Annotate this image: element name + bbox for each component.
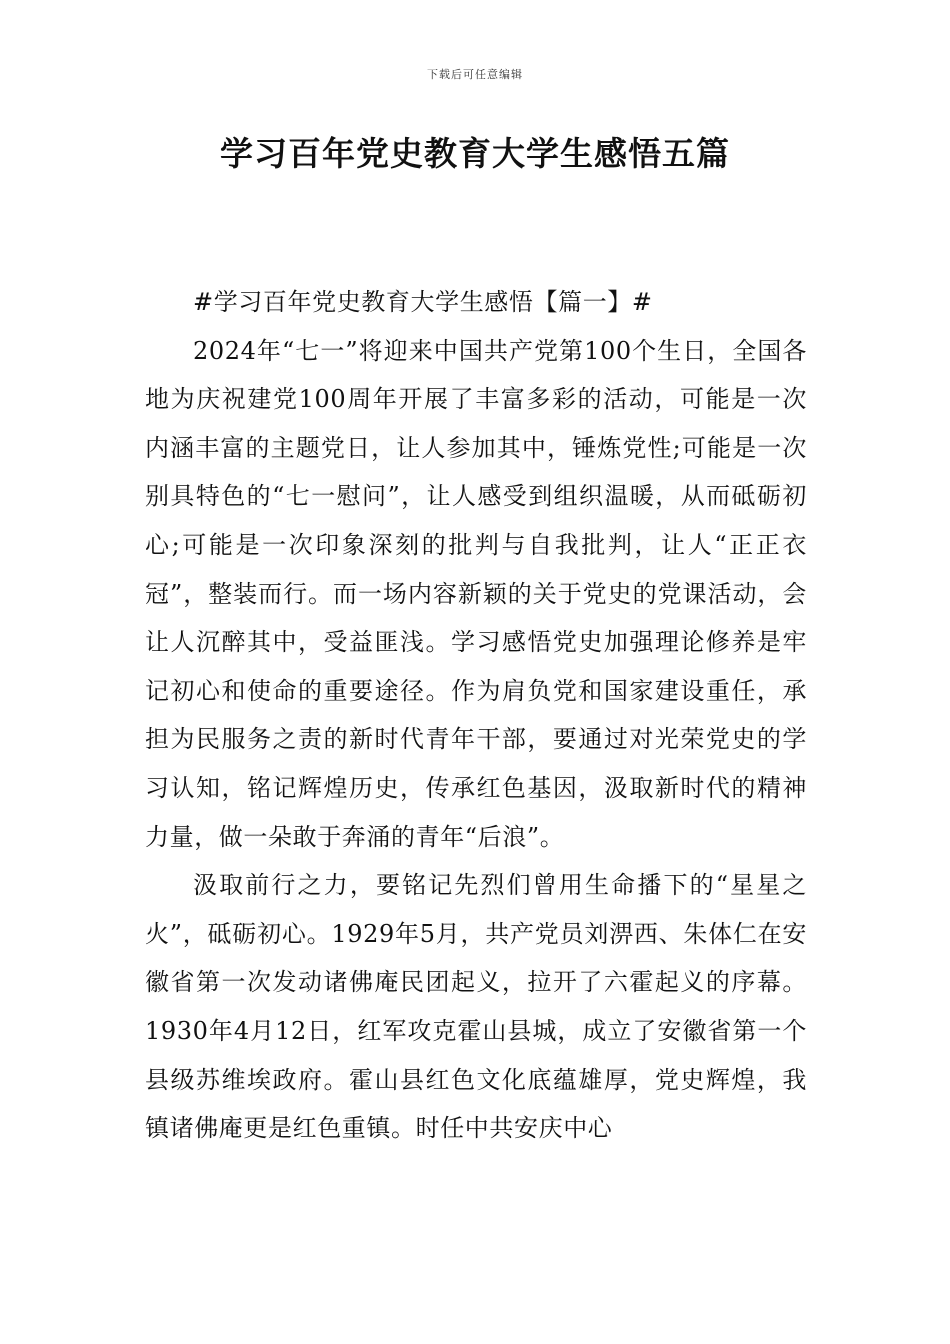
section-heading: #学习百年党史教育大学生感悟【篇一】# — [193, 288, 653, 316]
header-note: 下载后可任意编辑 — [427, 68, 523, 81]
document-title: 学习百年党史教育大学生感悟五篇 — [220, 134, 730, 173]
document-body — [145, 278, 807, 1153]
paragraph: 汲取前行之力，要铭记先烈们曾用生命播下的“星星之火”，砥砺初心。1929年5月，共产党员刘淠西、朱体仁在安徽省第一次发动诸佛庵民团起义，拉开了六霍起义的序幕。1930年4月12日，红军攻克霍山县城，成立了安徽省第一个县级苏维埃政府。霍山县红色文化底蕴雄厚，党史辉煌，我镇诸佛庵更是红色重镇。时任中共安庆中心 — [145, 871, 807, 1143]
paragraph: 2024年“七一”将迎来中国共产党第100个生日，全国各地为庆祝建党100周年开展了丰富多彩的活动，可能是一次内涵丰富的主题党日，让人参加其中，锤炼党性;可能是一次别具特色的“七一慰问”，让人感受到组织温暖，从而砥砺初心;可能是一次印象深刻的批判与自我批判，让人“正正衣冠”，整装而行。而一场内容新颖的关于党史的党课活动，会让人沉醉其中，受益匪浅。学习感悟党史加强理论修养是牢记初心和使命的重要途径。作为肩负党和国家建设重任，承担为民服务之责的新时代青年干部，要通过对光荣党史的学习认知，铭记辉煌历史，传承红色基因，汲取新时代的精神力量，做一朵敢于奔涌的青年“后浪”。 — [145, 336, 807, 851]
